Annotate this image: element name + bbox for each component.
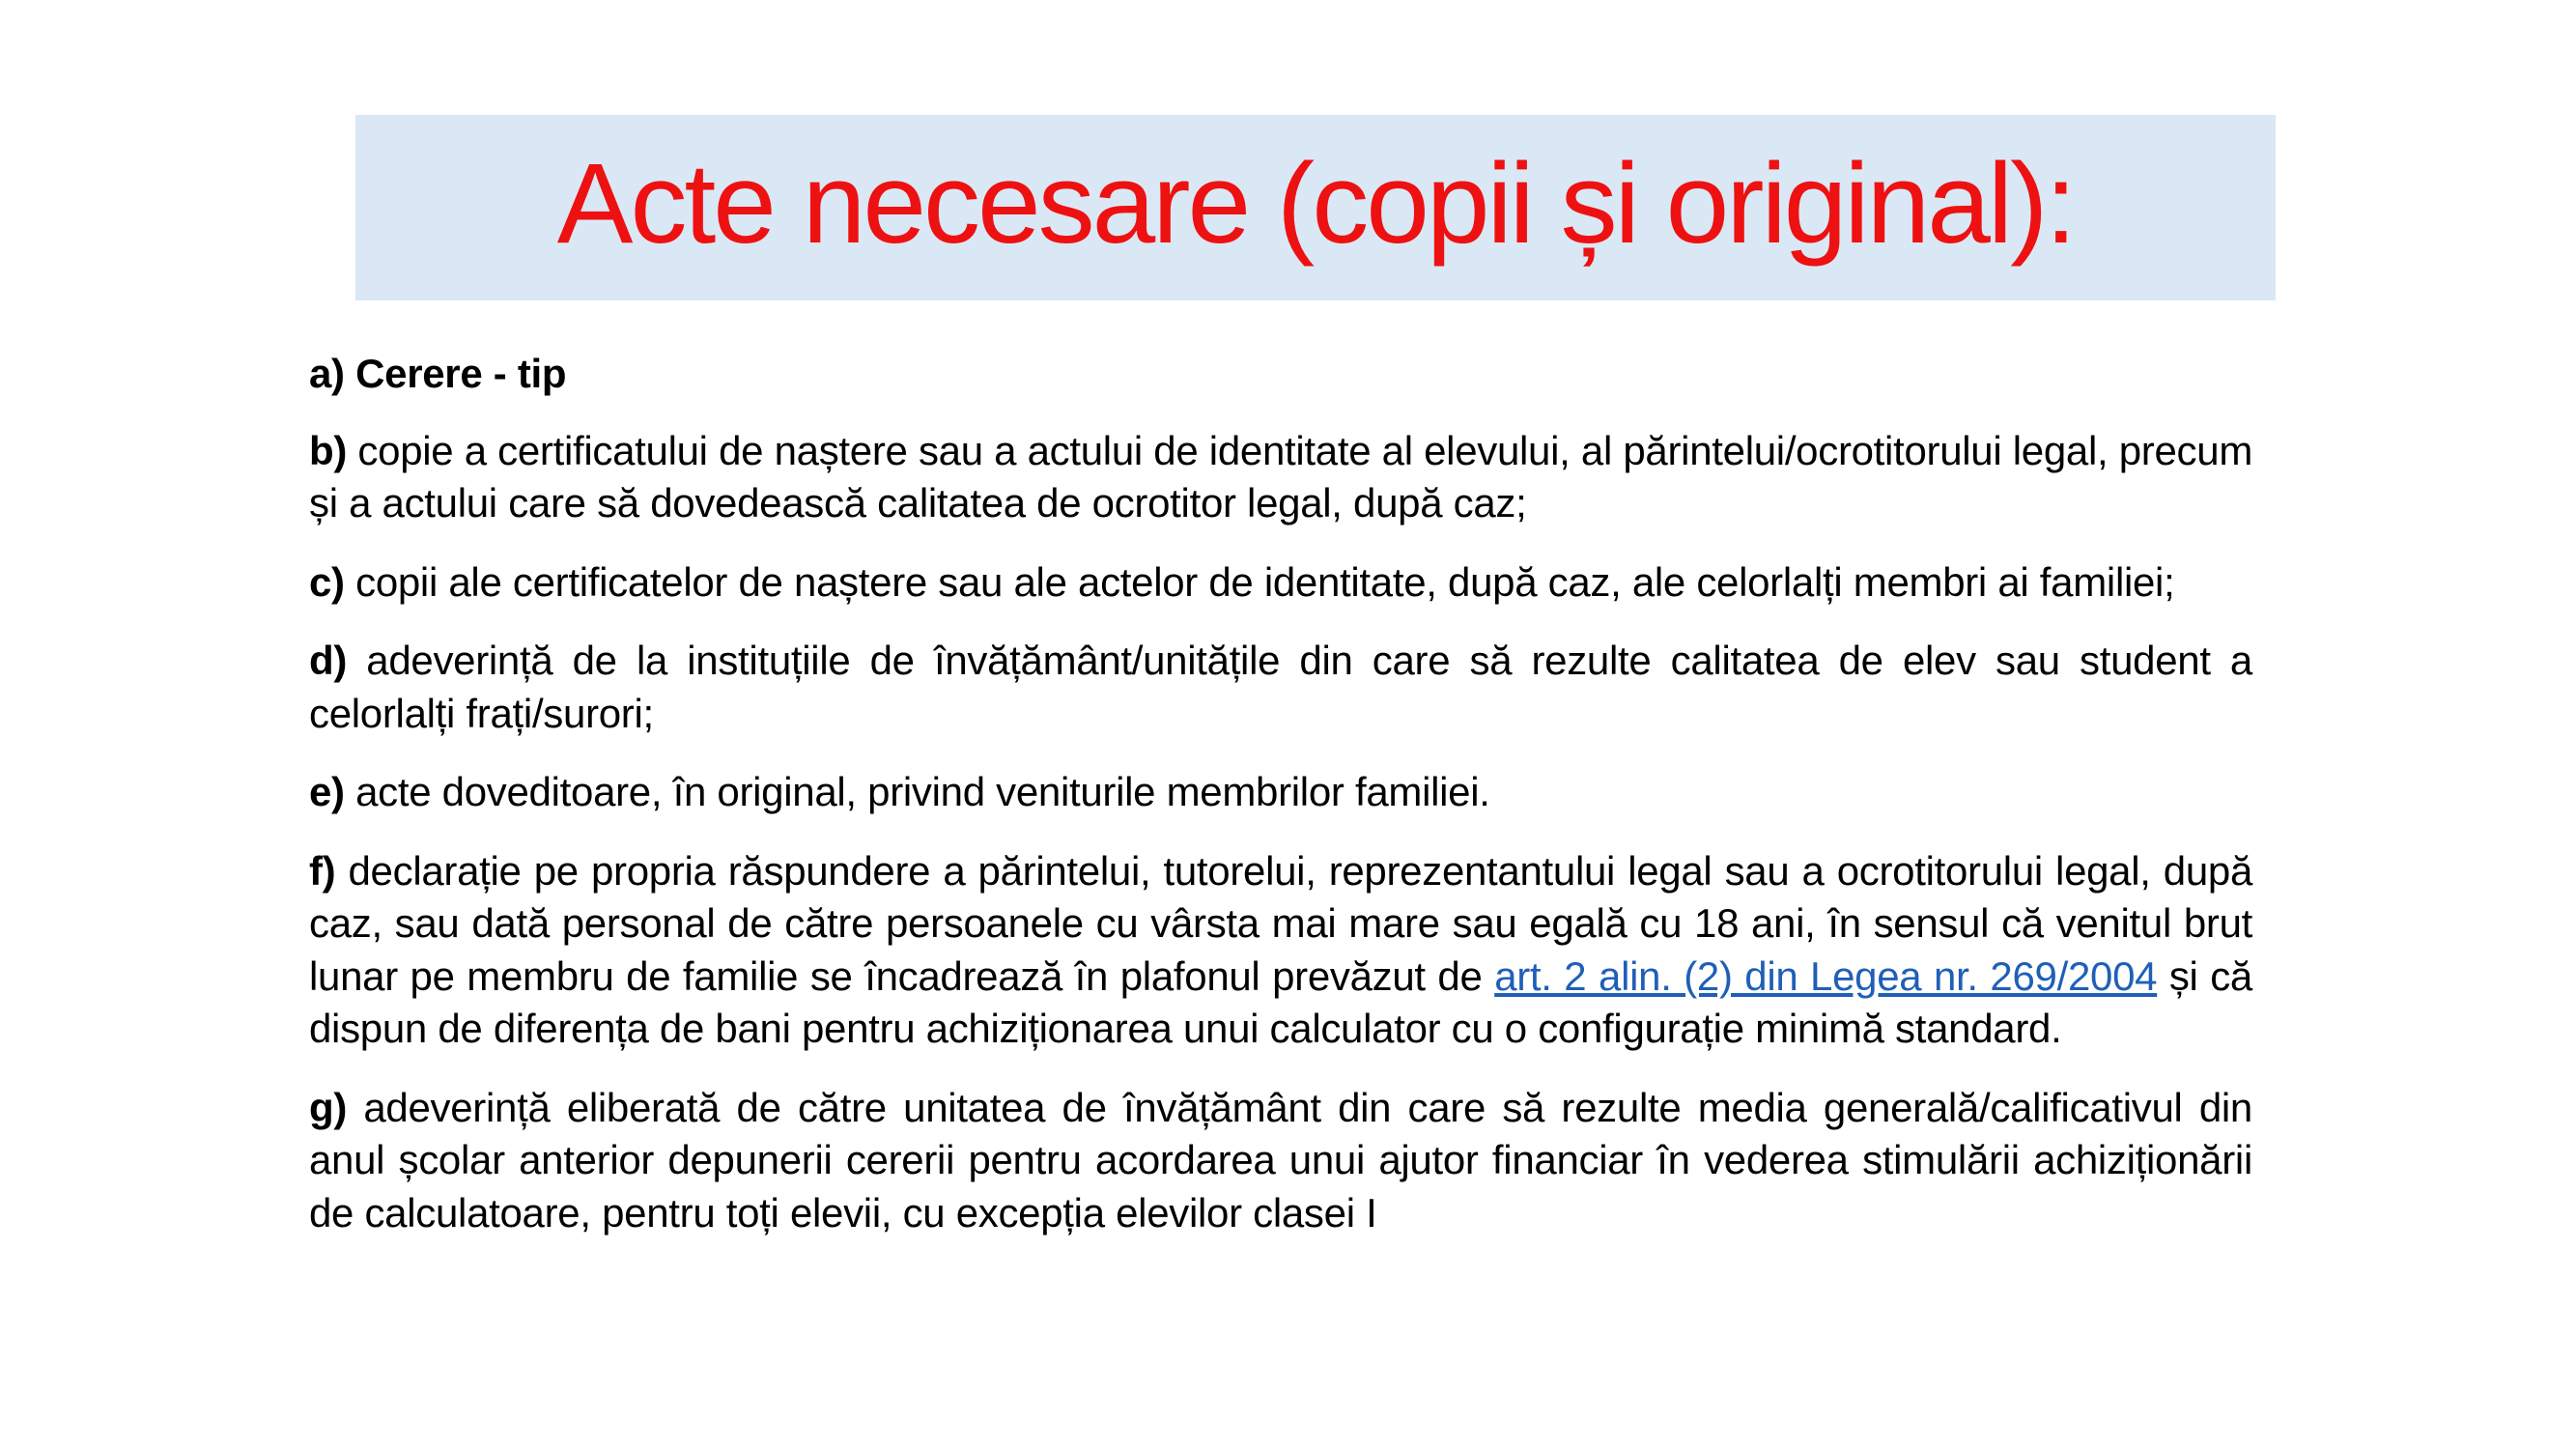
law-reference-link[interactable]: art. 2 alin. (2) din Legea nr. 269/2004: [1494, 952, 2158, 999]
list-item-d: [309, 635, 2252, 740]
item-label: c): [309, 558, 345, 605]
item-label: f): [309, 847, 336, 894]
item-text: acte doveditoare, în original, privind veniturile membrilor familiei.: [344, 769, 1490, 814]
item-text: declarație pe propria răspundere a părintelui, tutorelui, reprezentantului legal sau a ocrotitorului legal, după caz, sau dată personal de către persoanele cu vârsta mai mare sau egală cu 18 ani, în sensul că venitul brut lunar pe membru de familie se încadrează în plafonul prevăzut de: [309, 847, 2252, 999]
item-text-continued: și că dispun de diferența de bani pentru achiziționarea unui calculator cu o configurație minimă standard.: [309, 952, 2252, 1051]
list-item-c: [309, 556, 2252, 610]
item-label: d): [309, 638, 348, 683]
item-label: e): [309, 769, 345, 814]
item-label: a) Cerere - tip: [309, 351, 567, 396]
requirements-list: [309, 348, 2252, 1265]
title-banner: [355, 115, 2276, 300]
list-item-e: [309, 766, 2252, 819]
list-item-b: [309, 425, 2252, 530]
item-text: copii ale certificatelor de naștere sau ale actelor de identitate, după caz, ale celorlalți membri ai familiei;: [344, 558, 2175, 605]
item-text: copie a certificatului de naștere sau a actului de identitate al elevului, al părintelui/ocrotitorului legal, precum și a actului care să dovedească calitatea de ocrotitor legal, după caz;: [309, 427, 2252, 526]
list-item-f: [309, 845, 2252, 1056]
item-text: adeverință eliberată de către unitatea de învățământ din care să rezulte media generală/calificativul din anul școlar anterior depunerii cererii pentru acordarea unui ajutor financiar în vederea stimulării achiziționării de calculatoare, pentru toți elevii, cu excepția elevilor clasei I: [309, 1084, 2252, 1236]
slide-title: Acte necesare (copii și original):: [556, 140, 2075, 268]
item-text: adeverință de la instituțiile de învățământ/unitățile din care să rezulte calitatea de elev sau student a celorlalți frați/surori;: [309, 638, 2252, 736]
list-item-g: [309, 1082, 2252, 1240]
item-label: b): [309, 427, 348, 473]
list-item-a: [309, 348, 2252, 401]
item-label: g): [309, 1084, 348, 1130]
